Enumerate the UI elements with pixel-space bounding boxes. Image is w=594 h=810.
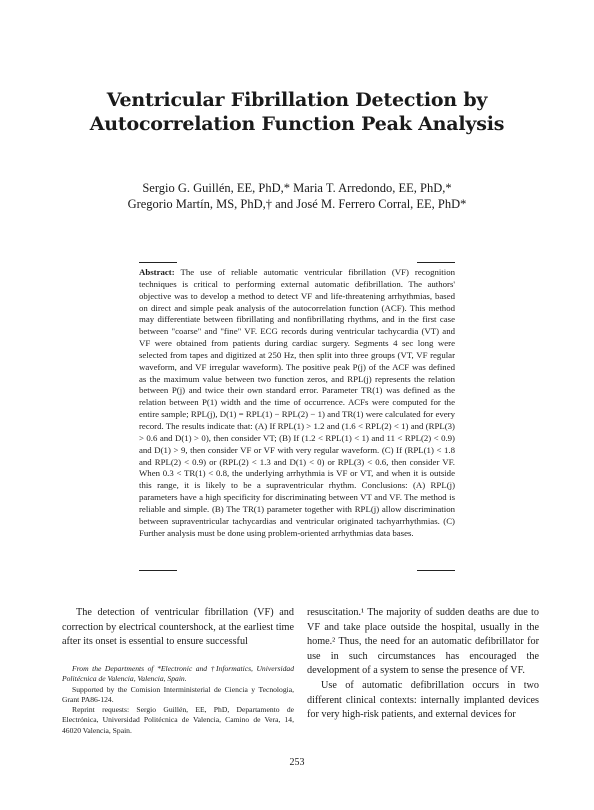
footnote-reprints: Reprint requests: Sergio Guillén, EE, PhD, Departamento de Electrónica, Universidad Politécnica de Valencia, Camino de Vera, 14, 46020 Valencia, Spain.: [62, 705, 294, 735]
footnote-support: Supported by the Comision Interministerial de Ciencia y Tecnologia, Grant PA86-124.: [62, 684, 294, 704]
article-title: [0, 88, 594, 136]
authors-line-2: Gregorio Martín, MS, PhD,† and José M. Ferrero Corral, EE, PhD*: [127, 197, 467, 211]
abstract-label: Abstract:: [139, 267, 175, 277]
abstract-bottom-rule-left: [139, 570, 177, 571]
abstract-top-rule-right: [417, 262, 455, 263]
authors: [0, 180, 594, 212]
footnotes: [62, 664, 294, 736]
footnote-affiliation: From the Departments of *Electronic and †Informatics, Universidad Politécnica de Valencia, Valencia, Spain.: [62, 664, 294, 684]
abstract: [139, 267, 455, 539]
abstract-bottom-rule-right: [417, 570, 455, 571]
title-line-2: Autocorrelation Function Peak Analysis: [89, 113, 505, 135]
page-number: 253: [289, 757, 305, 768]
right-paragraph-2: Use of automatic defibrillation occurs in two different clinical contexts: internally implanted devices for very high-risk patients, and external devices for: [307, 679, 539, 721]
intro-left-column: The detection of ventricular fibrillation (VF) and correction by electrical countershock, at the earliest time after its onset is essential to ensure successful: [62, 607, 294, 648]
title-line-1: Ventricular Fibrillation Detection by: [106, 89, 488, 111]
right-paragraph-1: resuscitation.¹ The majority of sudden deaths are due to VF and take place outside the hospital, usually in the home.² Thus, the need for an automatic defibrillator for use in such circumstances has encouraged the development of a system to sense the presence of VF.: [307, 607, 539, 677]
authors-line-1: Sergio G. Guillén, EE, PhD,* Maria T. Arredondo, EE, PhD,*: [142, 181, 452, 195]
abstract-text: The use of reliable automatic ventricular fibrillation (VF) recognition techniques is critical to performing external automatic defibrillation. The authors' objective was to develop a method to detect VF and life-threatening arrhythmias, based on direct and simple peak analysis of the autocorrelation function (ACF). This method may differentiate between fibrillating and nonfibrillating rhythms, and in the first case between "coarse" and "fine" VF. ECG records during ventricular tachycardia (VT) and VF were obtained from patients during cardiac surgery. Segments 4 sec long were selected from tapes and digitized at 250 Hz, then split into three groups (VT, VF regular waveform, and VF irregular waveform). The positive peak P(j) of the ACF was defined as the maximum value between two function zeros, and RPL(j) represents the relation between P(j) and twice their own standard error. Parameter TR(1) was defined as the relation between P(1) width and the time of occurrence. ACFs were computed for the entire sample; RPL(j), D(1) = RPL(1) − RPL(2) − 1) and TR(1) were calculated for every record. The results indicate that: (A) If RPL(1) > 1.2 and (1.6 < RPL(2) < 1) and (RPL(3) > 0.6 and D(1) > 0), then consider VT; (B) If (1.2 < RPL(1) < 1) and 11 < RPL(2) < 0.9) and D(1) > 9, then consider VF or VF with very regular waveform. (C) If (RPL(1) < 1.8 and RPL(2) < 0.9) or (RPL(2) < 1.3 and D(1) < 0) or RPL(3) < 0.6, then consider VF. When 0.3 < TR(1) < 0.8, the underlying arrhythmia is VF or VT, and when it is outside this range, it is likely to be a supraventricular rhythm. Conclusions: (A) RPL(j) parameters have a high specificity for discriminating between VT and VF. The method is reliable and simple. (B) The TR(1) parameter together with RPL(j) allow discrimination between supraventricular tachycardias and ventricular originated tachyarrhythmias. (C) Further analysis must be done using problem-oriented arrhythmias data bases.: [139, 267, 455, 538]
intro-right-column: [307, 606, 539, 723]
abstract-top-rule-left: [139, 262, 177, 263]
